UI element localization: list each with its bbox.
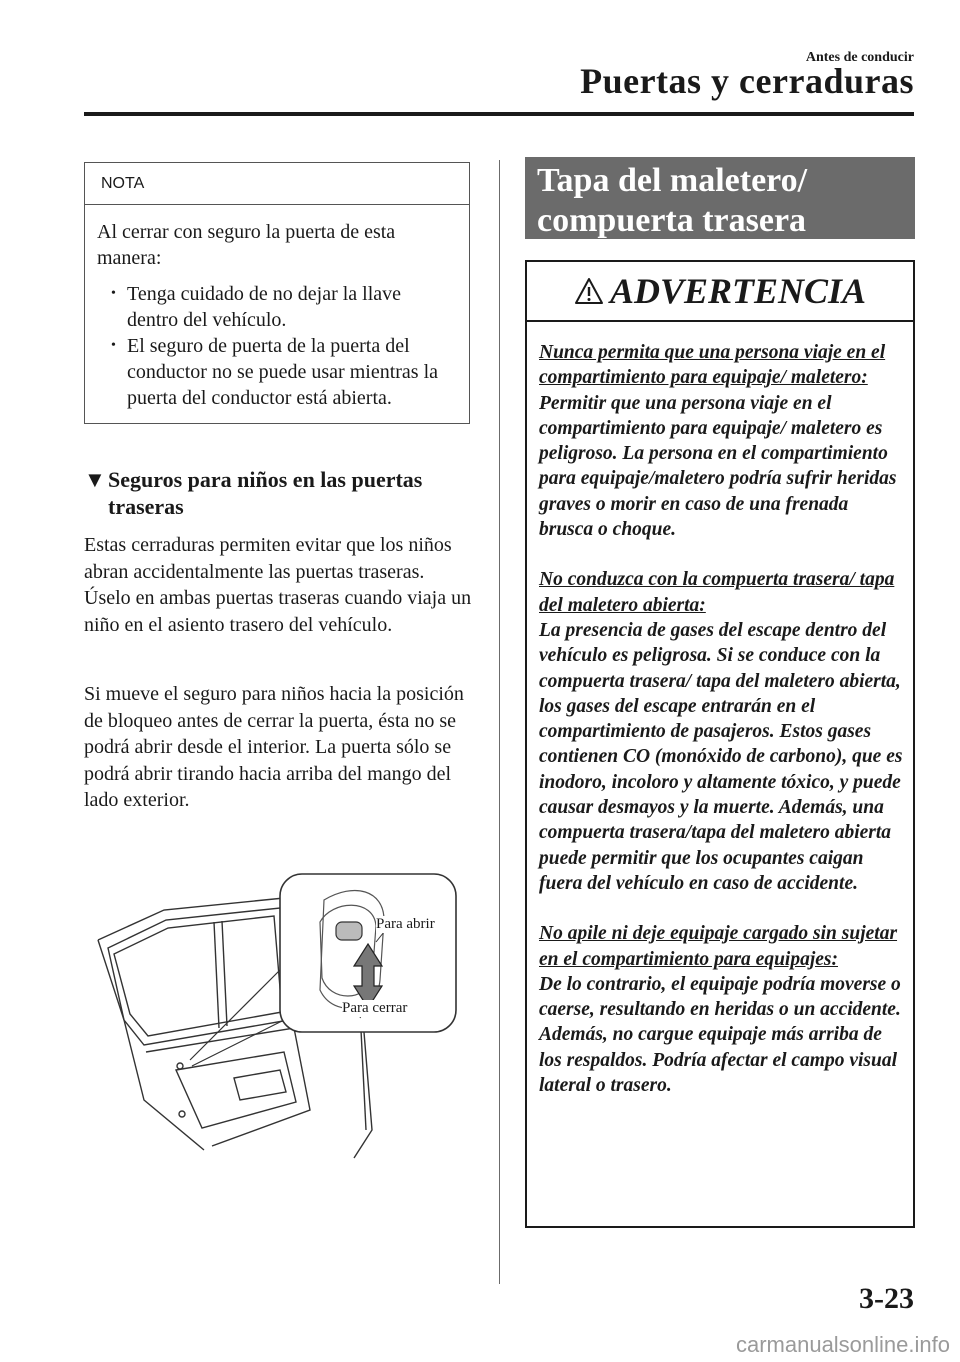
warning-triangle-icon bbox=[574, 277, 604, 305]
watermark: carmanualsonline.info bbox=[735, 1332, 950, 1357]
label-para-abrir: Para abrir bbox=[376, 916, 435, 932]
warning-block bbox=[539, 921, 905, 1098]
warning-block bbox=[539, 567, 905, 896]
child-locks-paragraph-1: Estas cerraduras permiten evitar que los niños abran accidentalmente las puertas traseras. Úselo en ambas puertas traseras cuando viaja un niño en el asiento trasero del vehículo. bbox=[84, 534, 472, 636]
child-locks-paragraph-2: Si mueve el seguro para niños hacia la posición de bloqueo antes de cerrar la puerta, ésta no se podrá abrir desde el interior. La puerta sólo se podrá abrir tirando hacia arriba del mango del lado exterior. bbox=[84, 683, 464, 811]
note-intro: Al cerrar con seguro la puerta de esta manera: bbox=[97, 221, 396, 269]
door-drawing bbox=[84, 870, 474, 1160]
triangle-marker-icon: ▼ bbox=[84, 467, 106, 492]
warning-block-text: La presencia de gases del escape dentro del vehículo es peligrosa. Si se conduce con la compuerta trasera/ tapa del maletero abierta, los gases del escape entrarán en el compartimiento de pasajeros. Estos gases contienen CO (monóxido de carbono), que es inodoro, incoloro y altamente tóxico, y puede causar desmayos y la muerte. Además, una compuerta trasera/tapa del maletero abierta puede permitir que los ocupantes caigan fuera del vehículo en caso de accidente. bbox=[539, 619, 903, 894]
warning-header bbox=[527, 262, 913, 322]
trunk-section-title-line2: compuerta trasera bbox=[537, 202, 807, 239]
page-title: Puertas y cerraduras bbox=[580, 61, 914, 101]
chapter-label: Antes de conducir bbox=[805, 50, 914, 65]
note-label: NOTA bbox=[85, 163, 469, 205]
column-divider bbox=[499, 160, 500, 1284]
warning-block-heading: No conduzca con la compuerta trasera/ tapa del maletero abierta: bbox=[539, 569, 895, 616]
note-list bbox=[97, 281, 457, 411]
header-rule bbox=[84, 112, 914, 116]
trunk-section-title-line1: Tapa del maletero/ bbox=[537, 162, 808, 199]
warning-block-text: De lo contrario, el equipaje podría moverse o caerse, resultando en heridas o un accidente. Además, no cargue equipaje más arriba de los respaldos. Podría afectar el campo visual lateral o trasero. bbox=[539, 973, 901, 1097]
child-locks-heading-line2: traseras bbox=[108, 494, 184, 519]
warning-block-heading: Nunca permita que una persona viaje en el compartimiento para equipaje/ maletero: bbox=[539, 342, 886, 389]
warning-title: ADVERTENCIA bbox=[609, 271, 867, 311]
trunk-section-heading bbox=[525, 157, 915, 239]
warning-block-text: Permitir que una persona viaje en el compartimiento para equipaje/ maletero es peligroso. La persona en el compartimiento para equipaje/maletero podría sufrir heridas graves o morir en caso de una frenada brusca o choque. bbox=[539, 392, 897, 541]
label-para-cerrar: Para cerrar bbox=[342, 1000, 408, 1016]
warning-box bbox=[525, 260, 915, 1228]
note-body bbox=[85, 205, 469, 411]
page-number: 3-23 bbox=[859, 1282, 914, 1315]
note-box bbox=[84, 162, 470, 424]
door-child-lock-illustration bbox=[84, 870, 474, 1160]
note-bullet: • Tenga cuidado de no dejar la llave dentro del vehículo. bbox=[97, 281, 457, 333]
warning-body bbox=[527, 322, 913, 1098]
warning-block-heading: No apile ni deje equipaje cargado sin sujetar en el compartimiento para equipajes: bbox=[539, 923, 898, 970]
child-locks-heading bbox=[84, 466, 484, 520]
child-locks-heading-line1: Seguros para niños en las puertas bbox=[108, 467, 423, 492]
warning-block bbox=[539, 340, 905, 542]
note-bullet: • El seguro de puerta de la puerta del conductor no se puede usar mientras la puerta del conductor está abierta. bbox=[97, 333, 457, 411]
